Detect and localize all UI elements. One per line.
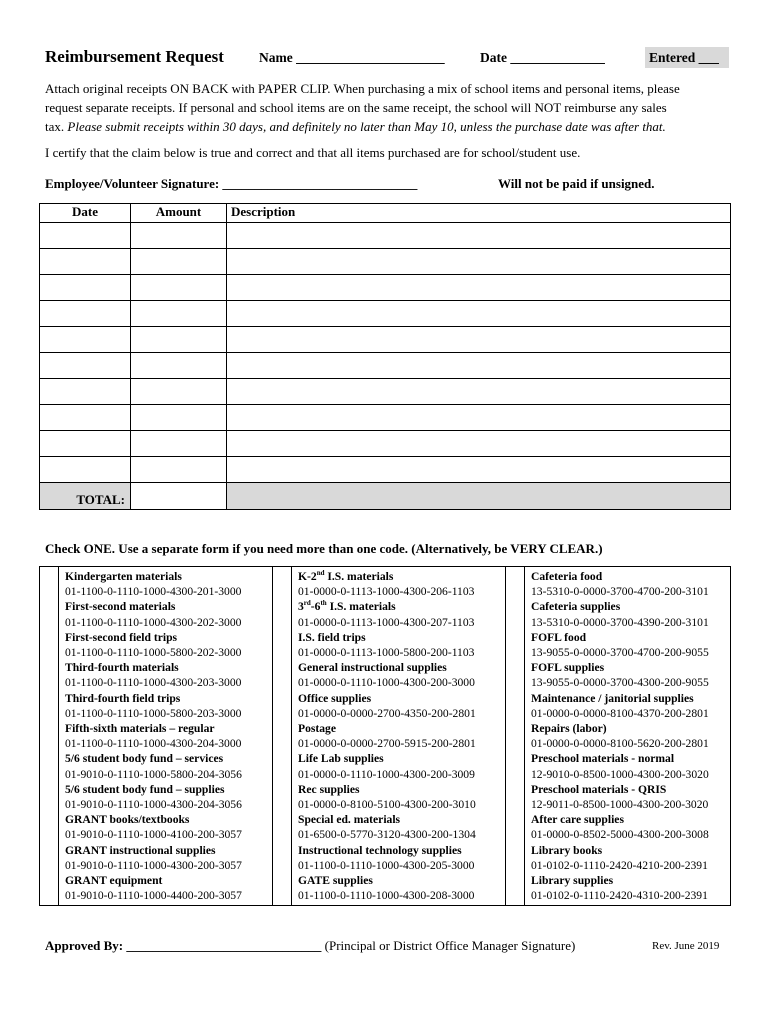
budget-code-number: 01-0000-0-0000-8100-4370-200-2801 [531, 706, 709, 720]
budget-code-number: 01-0000-0-8100-5100-4300-200-3010 [298, 797, 476, 811]
budget-code-number: 01-0102-0-1110-2420-4210-200-2391 [531, 858, 708, 872]
budget-code-number: 01-0000-0-1113-1000-4300-207-1103 [298, 615, 475, 629]
date-cell[interactable] [40, 301, 131, 327]
date-cell[interactable] [40, 223, 131, 249]
amount-cell[interactable] [131, 457, 227, 483]
budget-code-item [65, 873, 272, 903]
budget-code-item [298, 721, 505, 751]
budget-code-number: 01-9010-0-1110-1000-4400-200-3057 [65, 889, 242, 903]
expense-row [40, 457, 731, 483]
description-cell[interactable] [227, 431, 731, 457]
budget-code-number: 01-1100-0-1110-1000-5800-202-3000 [65, 645, 242, 659]
budget-code-number: 01-9010-0-1110-1000-4100-200-3057 [65, 828, 242, 842]
budget-code-name: Fifth-sixth materials – regular [65, 721, 215, 735]
description-column-header: Description [227, 204, 731, 223]
budget-code-name: GRANT instructional supplies [65, 843, 216, 857]
budget-code-number: 01-1100-0-1110-1000-4300-208-3000 [298, 889, 475, 903]
budget-code-name-part: th [320, 599, 327, 608]
date-cell[interactable] [40, 327, 131, 353]
budget-code-item [298, 569, 505, 599]
budget-code-item [298, 630, 505, 660]
date-cell[interactable] [40, 275, 131, 301]
budget-code-name: First-second field trips [65, 630, 178, 644]
entered-box[interactable]: Entered ___ [645, 47, 729, 68]
codes-column-3 [525, 567, 731, 906]
budget-code-name-part: nd [316, 569, 325, 578]
amount-cell[interactable] [131, 431, 227, 457]
budget-code-name: Life Lab supplies [298, 752, 384, 766]
description-cell[interactable] [227, 327, 731, 353]
budget-code-number: 01-9010-0-1110-1000-4300-200-3057 [65, 858, 242, 872]
budget-code-number: 01-0000-0-1113-1000-5800-200-1103 [298, 645, 475, 659]
budget-code-number: 13-9055-0-0000-3700-4300-200-9055 [531, 676, 709, 690]
budget-code-number: 01-6500-0-5770-3120-4300-200-1304 [298, 828, 476, 842]
approval-line[interactable] [45, 938, 575, 954]
budget-code-number: 13-5310-0-0000-3700-4390-200-3101 [531, 615, 709, 629]
description-cell[interactable] [227, 223, 731, 249]
amount-cell[interactable] [131, 353, 227, 379]
budget-code-item [65, 691, 272, 721]
budget-code-item [298, 691, 505, 721]
description-cell[interactable] [227, 457, 731, 483]
form-title: Reimbursement Request [45, 47, 224, 66]
budget-code-number: 01-1100-0-1110-1000-4300-201-3000 [65, 585, 242, 599]
codes-column-1 [59, 567, 273, 906]
budget-code-name [298, 569, 505, 584]
budget-code-number: 01-0000-0-8502-5000-4300-200-3008 [531, 828, 709, 842]
amount-cell[interactable] [131, 249, 227, 275]
budget-code-item [65, 569, 272, 599]
amount-cell[interactable] [131, 275, 227, 301]
description-cell[interactable] [227, 353, 731, 379]
budget-code-name: First-second materials [65, 600, 176, 614]
budget-code-name: Cafeteria supplies [531, 600, 621, 614]
date-cell[interactable] [40, 431, 131, 457]
amount-cell[interactable] [131, 379, 227, 405]
amount-cell[interactable] [131, 301, 227, 327]
budget-code-name: Cafeteria food [531, 570, 603, 583]
budget-code-number: 01-9010-0-1110-1000-5800-204-3056 [65, 767, 242, 781]
budget-code-name: Special ed. materials [298, 813, 401, 827]
budget-code-name-part: 3 [298, 600, 304, 614]
budget-code-number: 01-0000-0-0000-2700-4350-200-2801 [298, 706, 476, 720]
budget-code-name [298, 599, 505, 614]
budget-code-number: 01-1100-0-1110-1000-4300-204-3000 [65, 737, 242, 751]
budget-code-number: 13-9055-0-0000-3700-4700-200-9055 [531, 645, 709, 659]
expense-header-row [40, 204, 731, 223]
amount-column-header: Amount [131, 204, 227, 223]
budget-code-number: 13-5310-0-0000-3700-4700-200-3101 [531, 585, 709, 599]
deadline-note: Please submit receipts within 30 days, and definitely no later than May 10, unless the purchase date was after that. [67, 119, 666, 134]
expense-row [40, 431, 731, 457]
budget-code-item [65, 721, 272, 751]
date-column-header: Date [40, 204, 131, 223]
budget-code-name: FOFL supplies [531, 661, 605, 675]
unsigned-warning: Will not be paid if unsigned. [498, 176, 655, 191]
checkbox-column-1[interactable] [40, 567, 59, 906]
budget-code-number: 01-9010-0-1110-1000-4300-204-3056 [65, 797, 242, 811]
expense-row [40, 405, 731, 431]
expense-row [40, 275, 731, 301]
check-one-instruction: Check ONE. Use a separate form if you need more than one code. (Alternatively, be VERY CLEAR.) [45, 541, 603, 556]
amount-cell[interactable] [131, 327, 227, 353]
checkbox-column-3[interactable] [506, 567, 525, 906]
expense-row [40, 353, 731, 379]
budget-code-name-part: I.S. materials [326, 600, 396, 614]
expense-row [40, 379, 731, 405]
budget-code-number: 01-1100-0-1110-1000-4300-205-3000 [298, 858, 475, 872]
expense-row [40, 327, 731, 353]
expense-row [40, 223, 731, 249]
budget-code-item [531, 721, 730, 751]
budget-code-name: Library books [531, 843, 603, 857]
budget-code-item [65, 812, 272, 842]
budget-code-name: Maintenance / janitorial supplies [531, 691, 694, 705]
instructions-line-3-plain: tax. [45, 119, 65, 134]
amount-cell[interactable] [131, 405, 227, 431]
total-amount-cell[interactable] [131, 483, 227, 510]
budget-code-item [298, 782, 505, 812]
date-field[interactable]: Date ______________ [480, 50, 605, 65]
budget-code-item [65, 630, 272, 660]
expense-row [40, 249, 731, 275]
budget-code-name: Postage [298, 721, 336, 735]
budget-code-item [531, 812, 730, 842]
signature-field[interactable]: Employee/Volunteer Signature: ______________________________ [45, 176, 418, 191]
instructions-line-3 [45, 117, 735, 136]
budget-code-item [298, 751, 505, 781]
budget-code-name: Repairs (labor) [531, 721, 607, 735]
total-row [40, 483, 731, 510]
budget-code-item [531, 599, 730, 629]
budget-code-name-part: -6 [310, 600, 321, 614]
budget-code-number: 01-0000-0-0000-8100-5620-200-2801 [531, 737, 709, 751]
budget-code-number: 12-9011-0-8500-1000-4300-200-3020 [531, 797, 709, 811]
budget-code-item [298, 873, 505, 903]
budget-code-name-part: rd [303, 599, 311, 608]
instructions-line-1: Attach original receipts ON BACK with PAPER CLIP. When purchasing a mix of school items and personal items, please [45, 81, 680, 96]
budget-code-item [298, 599, 505, 629]
budget-code-number: 01-1100-0-1110-1000-4300-202-3000 [65, 615, 242, 629]
budget-code-name: Kindergarten materials [65, 570, 182, 583]
description-cell[interactable] [227, 301, 731, 327]
expense-row [40, 301, 731, 327]
approved-by-label: Approved By: [45, 938, 124, 953]
budget-code-name: After care supplies [531, 813, 624, 827]
budget-code-item [531, 843, 730, 873]
checkbox-column-2[interactable] [273, 567, 292, 906]
description-cell[interactable] [227, 275, 731, 301]
budget-code-number: 01-0102-0-1110-2420-4310-200-2391 [531, 889, 708, 903]
budget-code-item [298, 843, 505, 873]
budget-code-name: Rec supplies [298, 782, 360, 796]
budget-code-name: Third-fourth field trips [65, 691, 181, 705]
budget-code-item [531, 569, 730, 599]
budget-code-name: Third-fourth materials [65, 661, 179, 675]
total-description-cell [227, 483, 731, 510]
budget-code-item [531, 691, 730, 721]
budget-code-name: GATE supplies [298, 873, 373, 887]
budget-code-number: 01-1100-0-1110-1000-4300-203-3000 [65, 676, 242, 690]
date-cell[interactable] [40, 457, 131, 483]
budget-code-name-part: I.S. materials [324, 570, 394, 583]
codes-column-2 [292, 567, 506, 906]
total-label: TOTAL: [40, 483, 131, 510]
budget-code-name: General instructional supplies [298, 661, 447, 675]
description-cell[interactable] [227, 405, 731, 431]
date-cell[interactable] [40, 405, 131, 431]
budget-code-item [298, 660, 505, 690]
budget-code-name: GRANT equipment [65, 873, 163, 887]
budget-codes-table [39, 566, 731, 906]
description-cell[interactable] [227, 379, 731, 405]
date-cell[interactable] [40, 353, 131, 379]
budget-code-number: 01-0000-0-1110-1000-4300-200-3009 [298, 767, 475, 781]
budget-code-name: GRANT books/textbooks [65, 813, 190, 827]
budget-code-item [65, 660, 272, 690]
expense-table [39, 203, 731, 510]
instructions [45, 79, 735, 136]
budget-code-item [531, 660, 730, 690]
budget-code-name: 5/6 student body fund – services [65, 752, 224, 766]
amount-cell[interactable] [131, 223, 227, 249]
budget-code-name: 5/6 student body fund – supplies [65, 782, 225, 796]
budget-code-name: Library supplies [531, 873, 614, 887]
budget-code-number: 01-1100-0-1110-1000-5800-203-3000 [65, 706, 242, 720]
budget-code-item [65, 782, 272, 812]
budget-code-item [531, 630, 730, 660]
budget-code-number: 01-0000-0-1113-1000-4300-206-1103 [298, 585, 475, 599]
budget-code-item [65, 751, 272, 781]
budget-code-number: 12-9010-0-8500-1000-4300-200-3020 [531, 767, 709, 781]
budget-code-item [531, 751, 730, 781]
date-cell[interactable] [40, 379, 131, 405]
budget-code-name: I.S. field trips [298, 630, 366, 644]
approver-note: (Principal or District Office Manager Signature) [324, 938, 576, 953]
instructions-line-2: request separate receipts. If personal and school items are on the same receipt, the school will NOT reimburse any sales [45, 100, 667, 115]
budget-code-item [65, 599, 272, 629]
description-cell[interactable] [227, 249, 731, 275]
budget-code-name-part: K-2 [298, 570, 317, 583]
date-cell[interactable] [40, 249, 131, 275]
budget-code-number: 01-0000-0-0000-2700-5915-200-2801 [298, 737, 476, 751]
budget-code-item [298, 812, 505, 842]
budget-code-item [65, 843, 272, 873]
budget-code-number: 01-0000-0-1110-1000-4300-200-3000 [298, 676, 475, 690]
certify-statement: I certify that the claim below is true and correct and that all items purchased are for school/student use. [45, 145, 581, 160]
budget-code-name: Instructional technology supplies [298, 843, 462, 857]
budget-code-name: Preschool materials - QRIS [531, 782, 667, 796]
budget-code-item [531, 873, 730, 903]
name-field[interactable]: Name ______________________ [259, 50, 445, 65]
budget-code-name: FOFL food [531, 630, 587, 644]
budget-code-name: Office supplies [298, 691, 372, 705]
revision-date: Rev. June 2019 [652, 940, 720, 952]
budget-code-name: Preschool materials - normal [531, 752, 675, 766]
budget-code-item [531, 782, 730, 812]
approved-signature-line[interactable]: ______________________________ [123, 938, 325, 953]
